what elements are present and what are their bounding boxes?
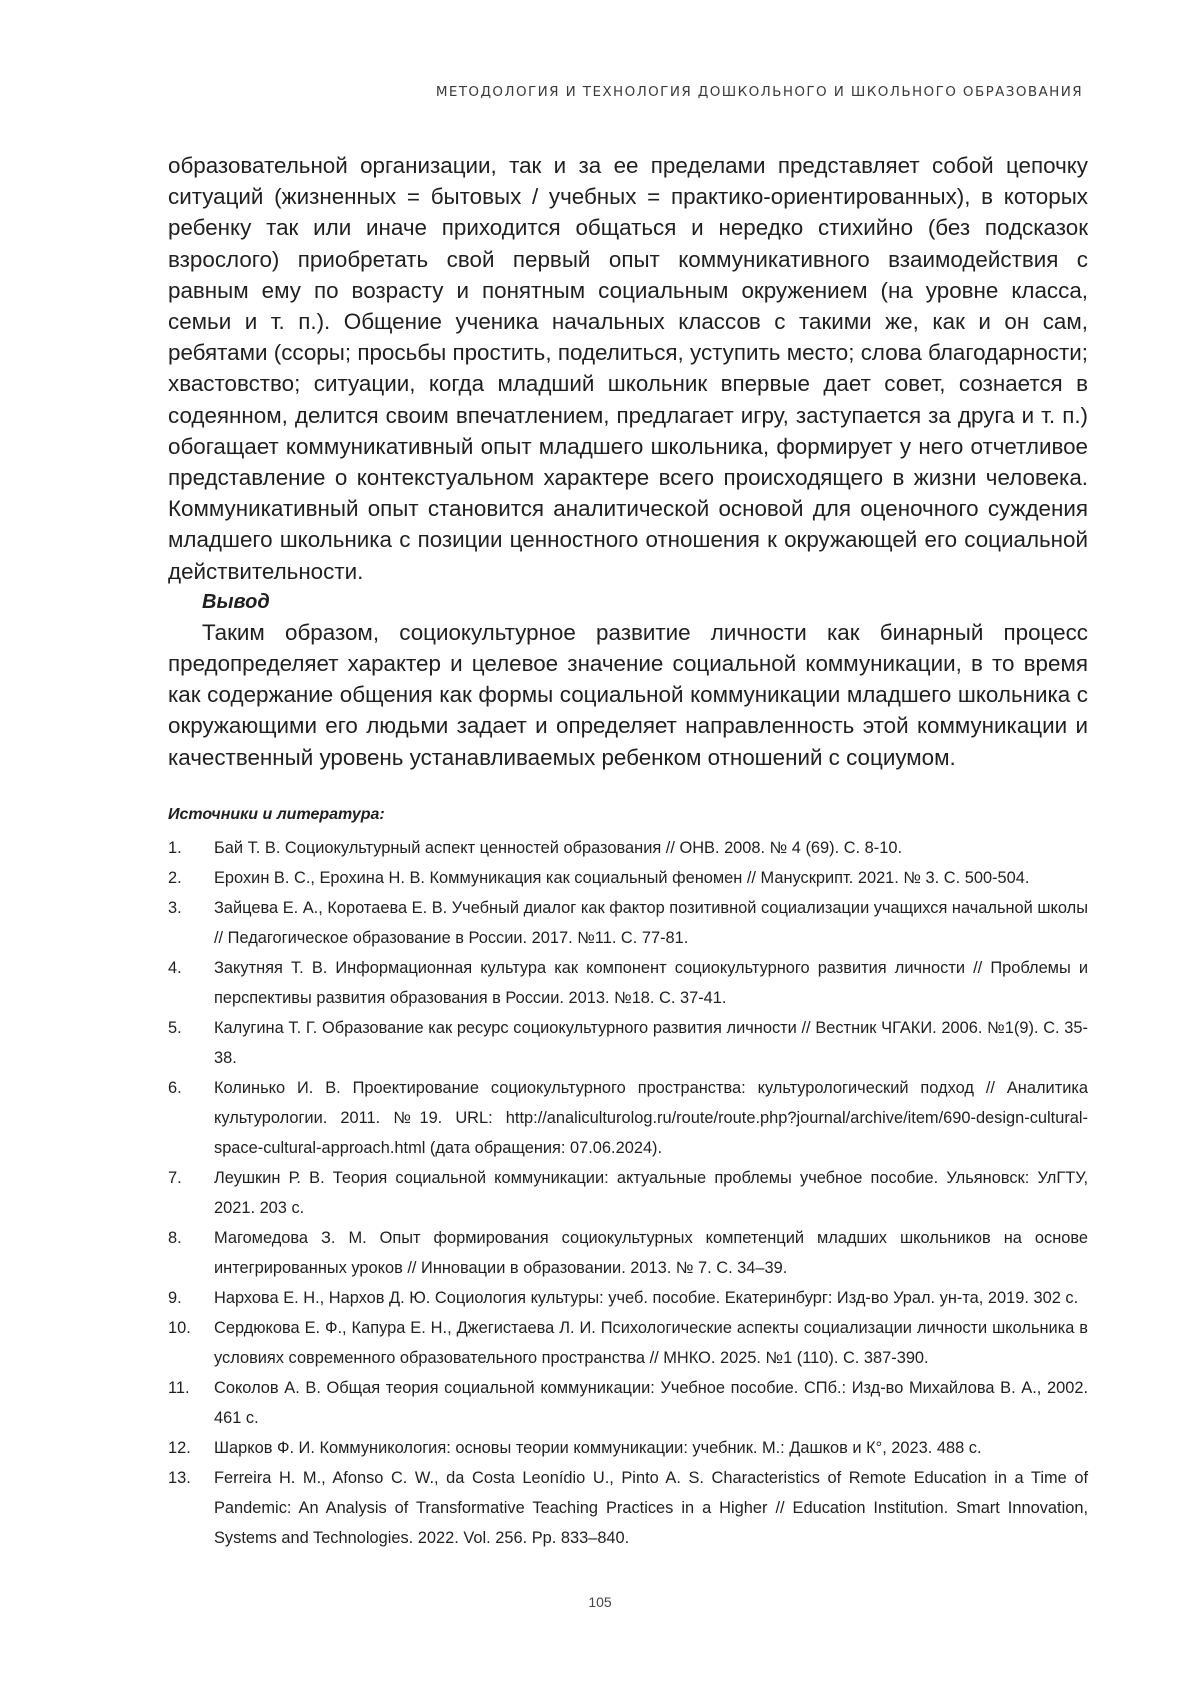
page-number: 105	[588, 1594, 612, 1610]
reference-item	[168, 1373, 1088, 1433]
reference-text: Сердюкова Е. Ф., Капура Е. Н., Джегистаева Л. И. Психологические аспекты социализации личности школьника в условиях современного образовательного пространства // МНКО. 2025. №1 (110). С. 387-390.	[214, 1318, 1088, 1367]
reference-item	[168, 863, 1088, 893]
main-content	[168, 150, 1088, 1553]
reference-number: 4.	[168, 958, 182, 977]
reference-text: Калугина Т. Г. Образование как ресурс социокультурного развития личности // Вестник ЧГАКИ. 2006. №1(9). С. 35-38.	[214, 1018, 1088, 1067]
references-heading: Источники и литература:	[168, 805, 385, 823]
reference-text: Леушкин Р. В. Теория социальной коммуникации: актуальные проблемы учебное пособие. Ульяновск: УлГТУ, 2021. 203 с.	[214, 1168, 1088, 1217]
reference-item	[168, 1463, 1088, 1553]
body-paragraph-1: образовательной организации, так и за ее пределами представляет собой цепочку ситуаций (жизненных = бытовых / учебных = практико-ориентированных), в которых ребенку так или иначе приходится общаться и нередко стихийно (без подсказок взрослого) приобретать свой первый опыт коммуникативного взаимодействия с равным ему по возрасту и понятным социальным окружением (на уровне класса, семьи и т. п.). Общение ученика начальных классов с такими же, как и он сам, ребятами (ссоры; просьбы простить, поделиться, уступить место; слова благодарности; хвастовство; ситуации, когда младший школьник впервые дает совет, сознается в содеянном, делится своим впечатлением, предлагает игру, заступается за друга и т. п.) обогащает коммуникативный опыт младшего школьника, формирует у него отчетливое представление о контекстуальном характере всего происходящего в жизни человека. Коммуникативный опыт становится аналитической основой для оценочного суждения младшего школьника с позиции ценностного отношения к окружающей его социальной действительности.	[168, 153, 1088, 584]
reference-number: 3.	[168, 898, 182, 917]
reference-item	[168, 893, 1088, 953]
reference-number: 1.	[168, 838, 182, 857]
reference-text: Нархова Е. Н., Нархов Д. Ю. Социология культуры: учеб. пособие. Екатеринбург: Изд-во Урал. ун-та, 2019. 302 с.	[214, 1288, 1079, 1307]
reference-text: Бай Т. В. Социокультурный аспект ценностей образования // ОНВ. 2008. № 4 (69). С. 8-10.	[214, 838, 903, 857]
reference-item	[168, 1073, 1088, 1163]
reference-text: Шарков Ф. И. Коммуникология: основы теории коммуникации: учебник. М.: Дашков и К°, 2023. 488 с.	[214, 1438, 982, 1457]
references-list	[168, 833, 1088, 1553]
reference-text: Колинько И. В. Проектирование социокультурного пространства: культурологический подход // Аналитика культурологии. 2011. №19. URL: http://analiculturolog.ru/route/route.php?journal/archive/item/690-design-cultural-space-cultural-approach.html (дата обращения: 07.06.2024).	[214, 1078, 1088, 1157]
reference-text: Магомедова З. М. Опыт формирования социокультурных компетенций младших школьников на основе интегрированных уроков // Инновации в образовании. 2013. № 7. С. 34–39.	[214, 1228, 1088, 1277]
reference-text: Зайцева Е. А., Коротаева Е. В. Учебный диалог как фактор позитивной социализации учащихся начальной школы // Педагогическое образование в России. 2017. №11. С. 77-81.	[214, 898, 1088, 947]
reference-item	[168, 1283, 1088, 1313]
reference-item	[168, 1433, 1088, 1463]
reference-number: 9.	[168, 1288, 182, 1307]
reference-number: 10.	[168, 1318, 191, 1337]
body-paragraph-2: Таким образом, социокультурное развитие личности как бинарный процесс предопределяет характер и целевое значение социальной коммуникации, в то время как содержание общения как формы социальной коммуникации младшего школьника с окружающими его людьми задает и определяет направленность этой коммуникации и качественный уровень устанавливаемых ребенком отношений с социумом.	[168, 619, 1088, 770]
reference-number: 7.	[168, 1168, 182, 1187]
reference-number: 13.	[168, 1468, 191, 1487]
reference-item	[168, 1223, 1088, 1283]
reference-number: 12.	[168, 1438, 191, 1457]
reference-item	[168, 1313, 1088, 1373]
reference-item	[168, 953, 1088, 1013]
reference-item	[168, 1013, 1088, 1073]
running-header: МЕТОДОЛОГИЯ И ТЕХНОЛОГИЯ ДОШКОЛЬНОГО И ШКОЛЬНОГО ОБРАЗОВАНИЯ	[435, 84, 1083, 100]
reference-number: 2.	[168, 868, 182, 887]
reference-number: 6.	[168, 1078, 182, 1097]
reference-text: Закутняя Т. В. Информационная культура как компонент социокультурного развития личности // Проблемы и перспективы развития образования в России. 2013. №18. С. 37-41.	[214, 958, 1088, 1007]
reference-item	[168, 833, 1088, 863]
reference-number: 5.	[168, 1018, 182, 1037]
conclusion-heading: Вывод	[202, 590, 270, 613]
reference-number: 8.	[168, 1228, 182, 1247]
reference-text: Соколов А. В. Общая теория социальной коммуникации: Учебное пособие. СПб.: Изд-во Михайлова В. А., 2002. 461 с.	[214, 1378, 1088, 1427]
reference-text: Ерохин В. С., Ерохина Н. В. Коммуникация как социальный феномен // Манускрипт. 2021. № 3. С. 500-504.	[214, 868, 1030, 887]
reference-text: Ferreira H. M., Afonso C. W., da Costa Leonídio U., Pinto A. S. Characteristics of Remote Education in a Time of Pandemic: An Analysis of Transformative Teaching Practices in a Higher // Education Institution. Smart Innovation, Systems and Technologies. 2022. Vol. 256. Pp. 833–840.	[214, 1468, 1088, 1547]
reference-item	[168, 1163, 1088, 1223]
reference-number: 11.	[168, 1378, 190, 1397]
